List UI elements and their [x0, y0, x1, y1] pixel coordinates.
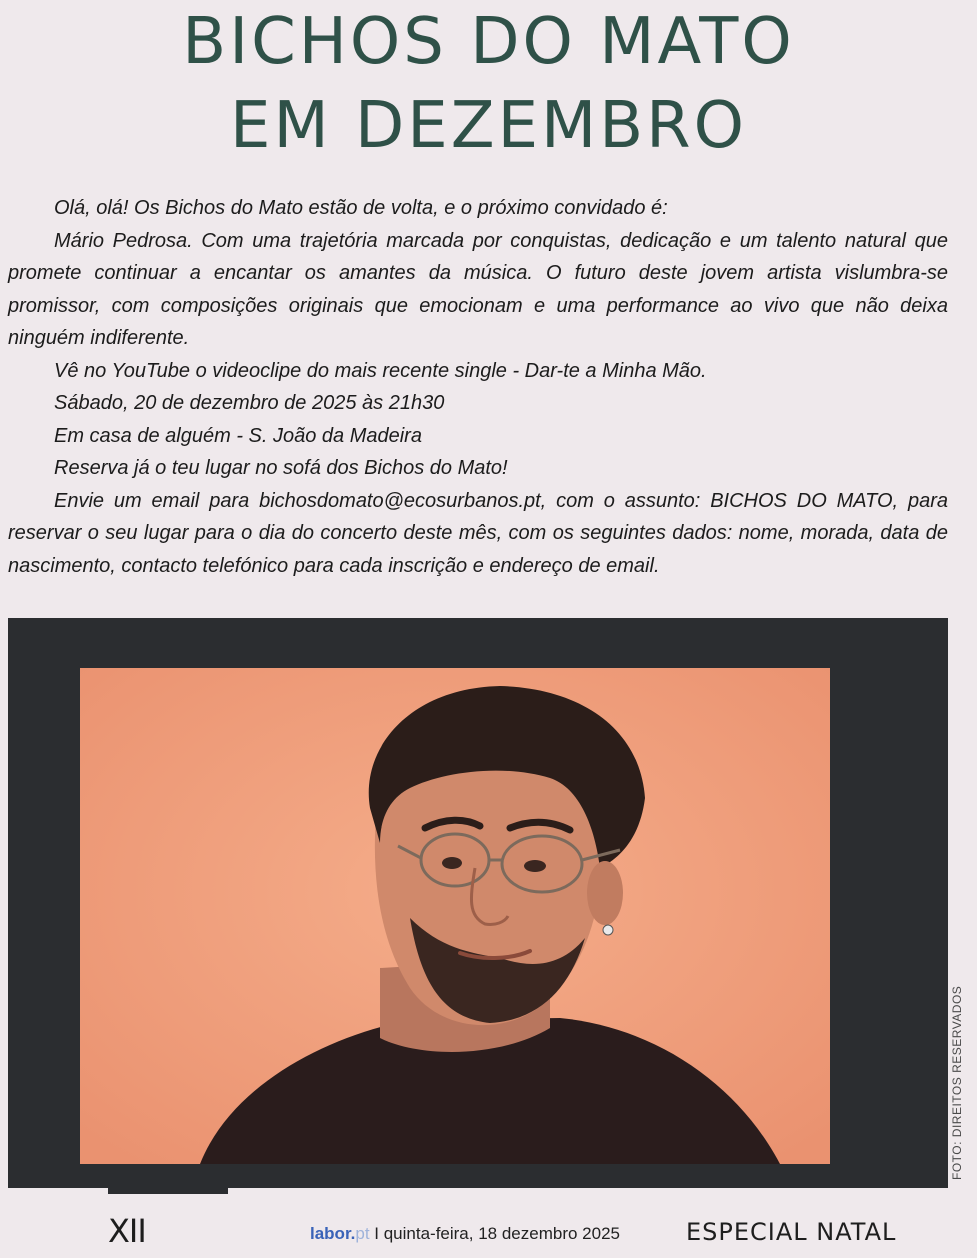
publication-line — [310, 1224, 620, 1244]
article-body — [8, 192, 948, 582]
page-footer — [0, 1196, 977, 1258]
artist-photo — [80, 668, 830, 1164]
photo-frame — [8, 618, 948, 1188]
article-reserve: Reserva já o teu lugar no sofá dos Bichos do Mato! — [54, 457, 508, 479]
footer-divider — [108, 1188, 228, 1194]
article-youtube: Vê no YouTube o videoclipe do mais recente single - Dar-te a Minha Mão. — [54, 359, 707, 382]
article-bio: Mário Pedrosa. Com uma trajetória marcada por conquistas, dedicação e um talento natural que promete continuar a encantar os amantes da música. O futuro deste jovem artista vislumbra-se promissor, com composições originais que emocionam e uma performance ao vivo que não deixa ninguém indiferente. — [8, 229, 948, 349]
article-location: Em casa de alguém - S. João da Madeira — [54, 424, 422, 447]
headline-line-1: BICHOS DO MATO — [182, 5, 795, 79]
article-intro: Olá, olá! Os Bichos do Mato estão de volta, e o próximo convidado é: — [54, 197, 668, 219]
publication-date: I quinta-feira, 18 dezembro 2025 — [369, 1224, 620, 1243]
headline-line-2: EM DEZEMBRO — [230, 89, 747, 163]
section-name: ESPECIAL NATAL — [686, 1218, 897, 1246]
page-number: XII — [108, 1212, 146, 1250]
artist-portrait-illustration — [80, 668, 830, 1164]
photo-credit: FOTO: DIREITOS RESERVADOS — [950, 985, 964, 1180]
article-email-info: Envie um email para bichosdomato@ecosurbanos.pt, com o assunto: BICHOS DO MATO, para reservar o seu lugar para o dia do concerto deste mês, com os seguintes dados: nome, morada, data de nascimento, contacto telefónico para cada inscrição e endereço de email. — [8, 489, 948, 577]
article-date: Sábado, 20 de dezembro de 2025 às 21h30 — [54, 392, 445, 414]
publication-brand: labor. — [310, 1224, 356, 1243]
publication-brand-tld: pt — [355, 1224, 370, 1243]
